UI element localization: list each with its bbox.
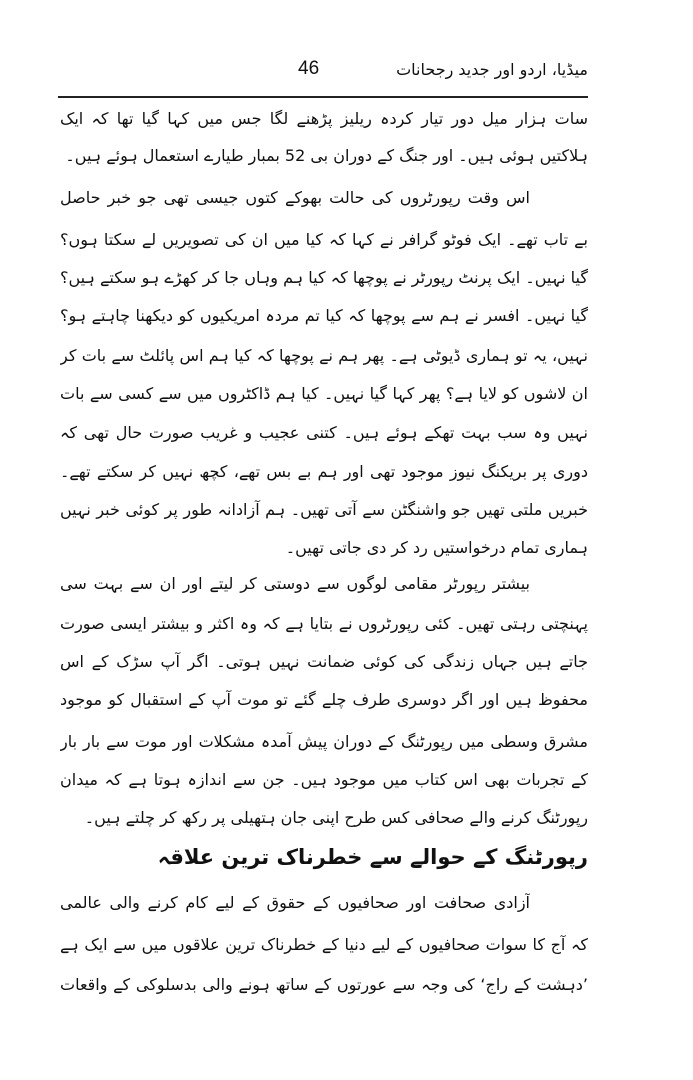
- text-line: ہلاکتیں ہوئی ہیں۔ اور جنگ کے دوران بی 52 بمبار طیارے استعمال ہوئے ہیں۔: [65, 146, 588, 165]
- text-line: گیا نہیں۔ افسر نے ہم سے پوچھا کہ کیا تم مردہ امریکیوں کو دیکھنا چاہتے ہو؟: [60, 306, 588, 325]
- text-line: نہیں، یہ تو ہماری ڈیوٹی ہے۔ پھر ہم نے پوچھا کہ کیا ہم اس پائلٹ سے بات کر: [60, 346, 588, 365]
- text-line: ’دہشت کے راج‘ کی وجہ سے عورتوں کے ساتھ ہونے والی بدسلوکی کے واقعات: [60, 975, 588, 994]
- text-line: دوری پر بریکنگ نیوز موجود تھی اور ہم بے بس تھے، کچھ نہیں کر سکتے تھے۔: [60, 462, 588, 481]
- text-line: محفوظ ہیں اور اگر دوسری طرف چلے گئے تو موت آپ کے استقبال کو موجود: [60, 690, 588, 709]
- text-line: کے تجربات بھی اس کتاب میں موجود ہیں۔ جن سے اندازہ ہوتا ہے کہ میدان: [60, 770, 588, 789]
- text-line: خبریں ملتی تھیں جو واشنگٹن سے آتی تھیں۔ ہم آزادانہ طور پر کوئی خبر نہیں: [60, 500, 588, 519]
- text-line: کہ آج کا سوات صحافیوں کے لیے دنیا کے خطرناک ترین علاقوں میں سے ایک ہے: [60, 935, 588, 954]
- text-line: آزادی صحافت اور صحافیوں کے حقوق کے لیے کام کرنے والی عالمی: [60, 893, 530, 912]
- text-line: بیشتر رپورٹر مقامی لوگوں سے دوستی کر لیتے اور ان سے بہت سی: [60, 574, 530, 593]
- section-heading: رپورٹنگ کے حوالے سے خطرناک ترین علاقہ: [157, 845, 588, 869]
- text-line: گیا نہیں۔ ایک پرنٹ رپورٹر نے پوچھا کہ کیا ہم وہاں جا کر کھڑے ہو سکتے ہیں؟: [60, 268, 588, 287]
- text-line: سات ہزار میل دور تیار کردہ ریلیز پڑھنے لگا جس میں کہا گیا تھا کہ ایک: [60, 109, 588, 128]
- text-line: نہیں وہ سب بہت تھکے ہوئے ہیں۔ کتنی عجیب و غریب صورت حال تھی کہ: [60, 423, 588, 442]
- text-line: جاتے ہیں جہاں زندگی کی کوئی ضمانت نہیں ہوتی۔ اگر آپ سڑک کے اس: [60, 652, 588, 671]
- running-header-title: میڈیا، اردو اور جدید رجحانات: [396, 60, 588, 79]
- header-rule: [58, 96, 588, 98]
- text-line: پہنچتی رہتی تھیں۔ کئی رپورٹروں نے بتایا ہے کہ وہ اکثر و بیشتر ایسی صورت: [60, 614, 588, 633]
- text-line: ہماری تمام درخواستیں رد کر دی جاتی تھیں۔: [285, 538, 588, 557]
- text-line: مشرق وسطی میں رپورٹنگ کے دوران پیش آمدہ مشکلات اور موت سے بار بار: [60, 732, 588, 751]
- text-line: رپورٹنگ کرنے والے صحافی کس طرح اپنی جان ہتھیلی پر رکھ کر چلتے ہیں۔: [84, 808, 588, 827]
- text-line: بے تاب تھے۔ ایک فوٹو گرافر نے کہا کہ کیا میں ان کی تصویریں لے سکتا ہوں؟: [60, 230, 588, 249]
- text-line: ان لاشوں کو لایا ہے؟ پھر کہا گیا نہیں۔ کیا ہم ڈاکٹروں میں سے کسی سے بات: [60, 384, 588, 403]
- page-number: 46: [298, 58, 320, 79]
- text-line: اس وقت رپورٹروں کی حالت بھوکے کتوں جیسی تھی جو خبر حاصل: [60, 188, 530, 207]
